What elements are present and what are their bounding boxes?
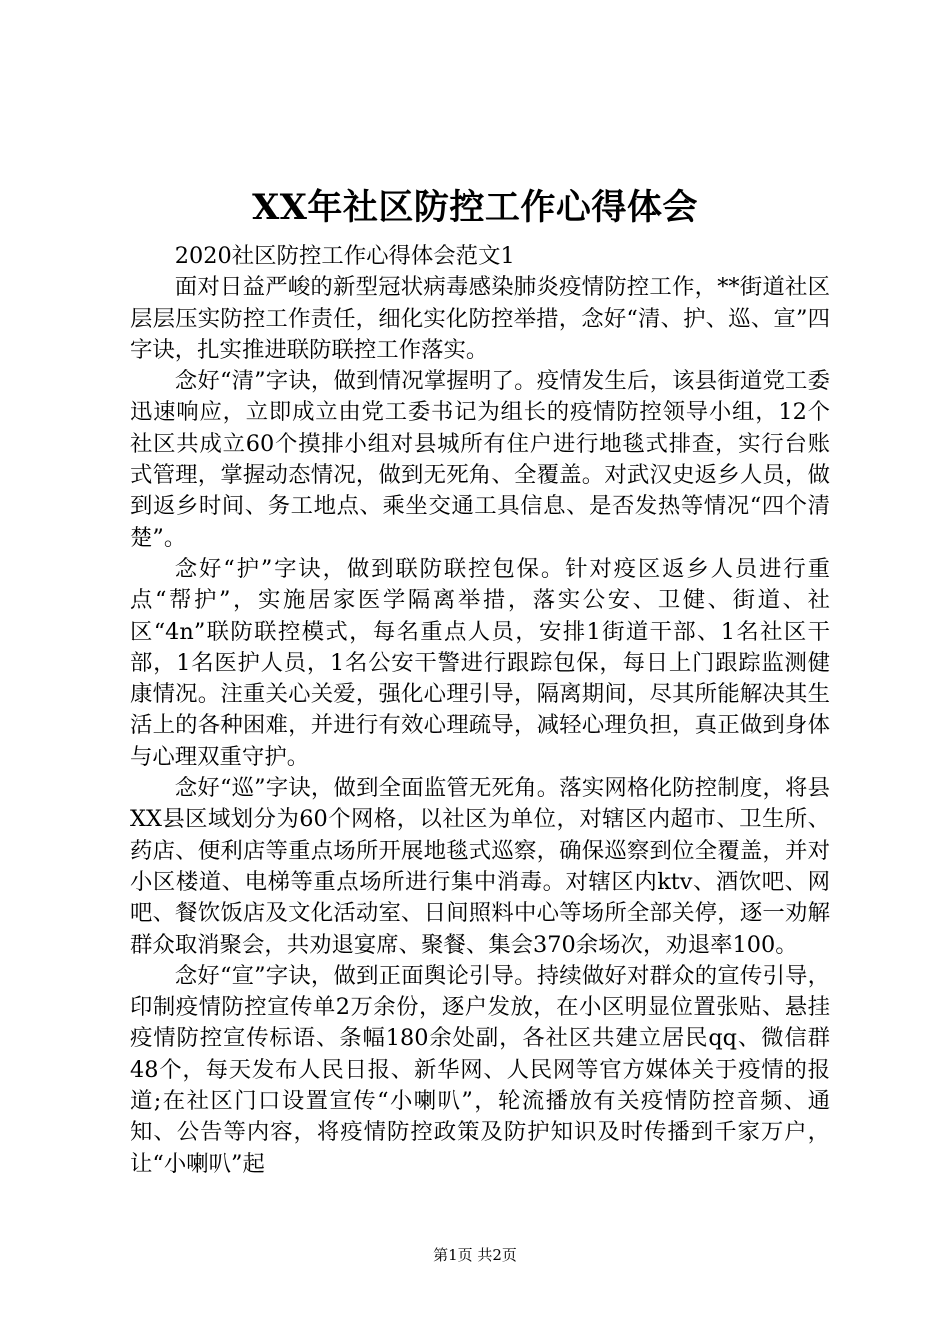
paragraph: 念好“宣”字诀，做到正面舆论引导。持续做好对群众的宣传引导，印制疫情防控宣传单2万余份，逐户发放，在小区明显位置张贴、悬挂疫情防控宣传标语、条幅180余处副，各社区共建立居民qq、微信群48个，每天发布人民日报、新华网、人民网等官方媒体关于疫情的报道;在社区门口设置宣传“小喇叭”，轮流播放有关疫情防控音频、通知、公告等内容，将疫情防控政策及防护知识及时传播到千家万户，让“小喇叭”起	[130, 962, 830, 1177]
document-body	[130, 241, 830, 1180]
page-footer: 第1页 共2页	[433, 1246, 517, 1264]
paragraph: 面对日益严峻的新型冠状病毒感染肺炎疫情防控工作，**街道社区层层压实防控工作责任，细化实化防控举措，念好“清、护、巡、宣”四字诀，扎实推进联防联控工作落实。	[130, 274, 830, 363]
document-title: XX年社区防控工作心得体会	[252, 187, 698, 228]
paragraph: 念好“巡”字诀，做到全面监管无死角。落实网格化防控制度，将县XX县区域划分为60个网格，以社区为单位，对辖区内超市、卫生所、药店、便利店等重点场所开展地毯式巡察，确保巡察到位全覆盖，并对小区楼道、电梯等重点场所进行集中消毒。对辖区内ktv、酒饮吧、网吧、餐饮饭店及文化活动室、日间照料中心等场所全部关停，逐一劝解群众取消聚会，共劝退宴席、聚餐、集会370余场次，劝退率100。	[130, 775, 830, 958]
paragraph: 念好“清”字诀，做到情况掌握明了。疫情发生后，该县街道党工委迅速响应，立即成立由党工委书记为组长的疫情防控领导小组，12个社区共成立60个摸排小组对县城所有住户进行地毯式排查，实行台账式管理，掌握动态情况，做到无死角、全覆盖。对武汉史返乡人员，做到返乡时间、务工地点、乘坐交通工具信息、是否发热等情况“四个清楚”。	[130, 368, 830, 551]
document-subtitle: 2020社区防控工作心得体会范文1	[174, 243, 515, 269]
paragraph: 念好“护”字诀，做到联防联控包保。针对疫区返乡人员进行重点“帮护”，实施居家医学隔离举措，落实公安、卫健、街道、社区“4n”联防联控模式，每名重点人员，安排1街道干部、1名社区干部，1名医护人员，1名公安干警进行跟踪包保，每日上门跟踪监测健康情况。注重关心关爱，强化心理引导，隔离期间，尽其所能解决其生活上的各种困难，并进行有效心理疏导，减轻心理负担，真正做到身体与心理双重守护。	[130, 555, 830, 770]
